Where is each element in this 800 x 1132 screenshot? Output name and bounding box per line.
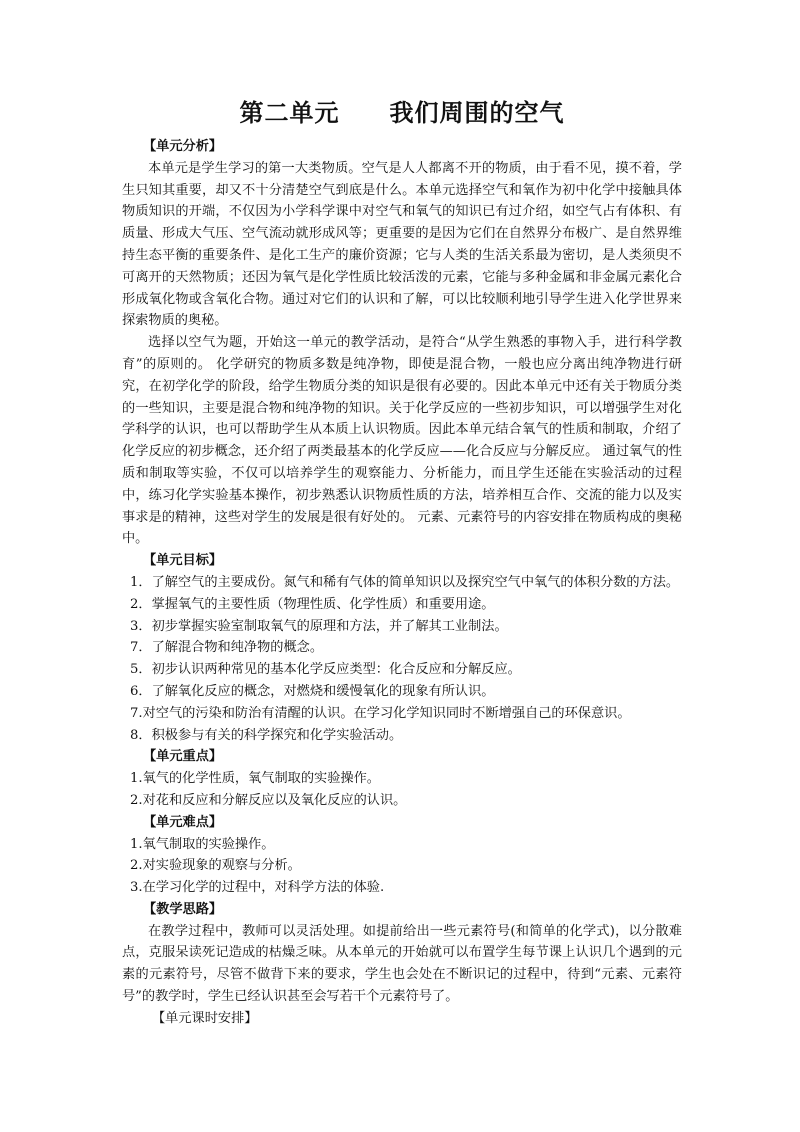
goal-item-2: 2．掌握氧气的主要性质（物理性质、化学性质）和重要用途。 (130, 596, 495, 612)
document-page (122, 98, 682, 1030)
difficulties-list (122, 834, 682, 899)
key-point-item-2: 2.对花和反应和分解反应以及氧化反应的认识。 (130, 792, 407, 808)
goal-item-4: 7．了解混合物和纯净物的概念。 (130, 640, 324, 656)
goal-item-3: 3．初步掌握实验室制取氧气的原理和方法，并了解其工业制法。 (130, 618, 508, 634)
difficulty-item-1: 1.氧气制取的实验操作。 (130, 836, 275, 852)
goal-item-7: 7.对空气的污染和防治有清醒的认识。在学习化学知识同时不断增强自己的环保意识。 (130, 705, 631, 721)
section-heading-difficulties: 【单元难点】 (143, 814, 223, 830)
analysis-paragraph-2: 选择以空气为题，开始这一单元的教学活动，是符合“从学生熟悉的事物入手，进行科学教育”的原则的。 化学研究的物质多数是纯净物，即使是混合物，一般也应分离出纯净物进行研究，在初学化学的阶段，给学生物质分类的知识是很有必要的。因此本单元中还有关于物质分类的一些知识，主要是混合物和纯净物的知识。关于化学反应的一些初步知识，可以增强学生对化学科学的认识，也可以帮助学生从本质上认识物质。因此本单元结合氧气的性质和制取，介绍了化学反应的初步概念，还介绍了两类最基本的化学反应——化合反应与分解反应。 通过氧气的性质和制取等实验，不仅可以培养学生的观察能力、分析能力，而且学生还能在实验活动的过程中，练习化学实验基本操作，初步熟悉认识物质性质的方法，培养相互合作、交流的能力以及实事求是的精神，这些对学生的发展是很有好处的。 元素、元素符号的内容安排在物质构成的奥秘中。 (122, 335, 682, 547)
section-heading-goals: 【单元目标】 (143, 553, 223, 569)
page-title: 第二单元 我们周围的空气 (239, 99, 565, 127)
key-points-list (122, 768, 682, 812)
approach-paragraph-1: 在教学过程中，教师可以灵活处理。如提前给出一些元素符号(和简单的化学式)，以分散难点，克服呆读死记造成的枯燥乏味。从本单元的开始就可以布置学生每节课上认识几个遇到的元素的元素符号，尽管不做背下来的要求，学生也会处在不断识记的过程中，待到“元素、元素符号”的教学时，学生已经认识甚至会写若干个元素符号了。 (122, 923, 682, 1005)
key-point-item-1: 1.氧气的化学性质，氧气制取的实验操作。 (130, 771, 380, 787)
analysis-paragraph-1: 本单元是学生学习的第一大类物质。空气是人人都离不开的物质，由于看不见，摸不着，学生只知其重要，却又不十分清楚空气到底是什么。本单元选择空气和氧作为初中化学中接触具体物质知识的开端，不仅因为小学科学课中对空气和氧气的知识已有过介绍，如空气占有体积、有质量、形成大气压、空气流动就形成风等；更重要的是因为它们在自然界分布极广、是自然界维持生态平衡的重要条件、是化工生产的廉价资源；它与人类的生活关系最为密切，是人类须臾不可离开的天然物质；还因为氧气是化学性质比较活泼的元素，它能与多种金属和非金属元素化合形成氧化物或含氧化合物。通过对它们的认识和了解，可以比较顺利地引导学生进入化学世界来探索物质的奥秘。 (122, 160, 682, 329)
goal-item-1: 1．了解空气的主要成份。氮气和稀有气体的简单知识以及探究空气中氧气的体积分数的方法。 (130, 574, 680, 590)
goals-list (122, 572, 682, 746)
section-heading-key-points: 【单元重点】 (143, 749, 223, 765)
section-heading-analysis: 【单元分析】 (143, 139, 223, 154)
section-heading-schedule: 【单元课时安排】 (152, 1010, 258, 1026)
goal-item-5: 5．初步认识两种常见的基本化学反应类型：化合反应和分解反应。 (130, 662, 521, 678)
goal-item-8: 8．积极参与有关的科学探究和化学实验活动。 (130, 727, 403, 743)
section-heading-approach: 【教学思路】 (143, 901, 223, 917)
difficulty-item-2: 2.对实验现象的观察与分析。 (130, 858, 301, 874)
goal-item-6: 6．了解氧化反应的概念，对燃烧和缓慢氧化的现象有所认识。 (130, 683, 495, 699)
difficulty-item-3: 3.在学习化学的过程中，对科学方法的体验. (130, 880, 385, 896)
